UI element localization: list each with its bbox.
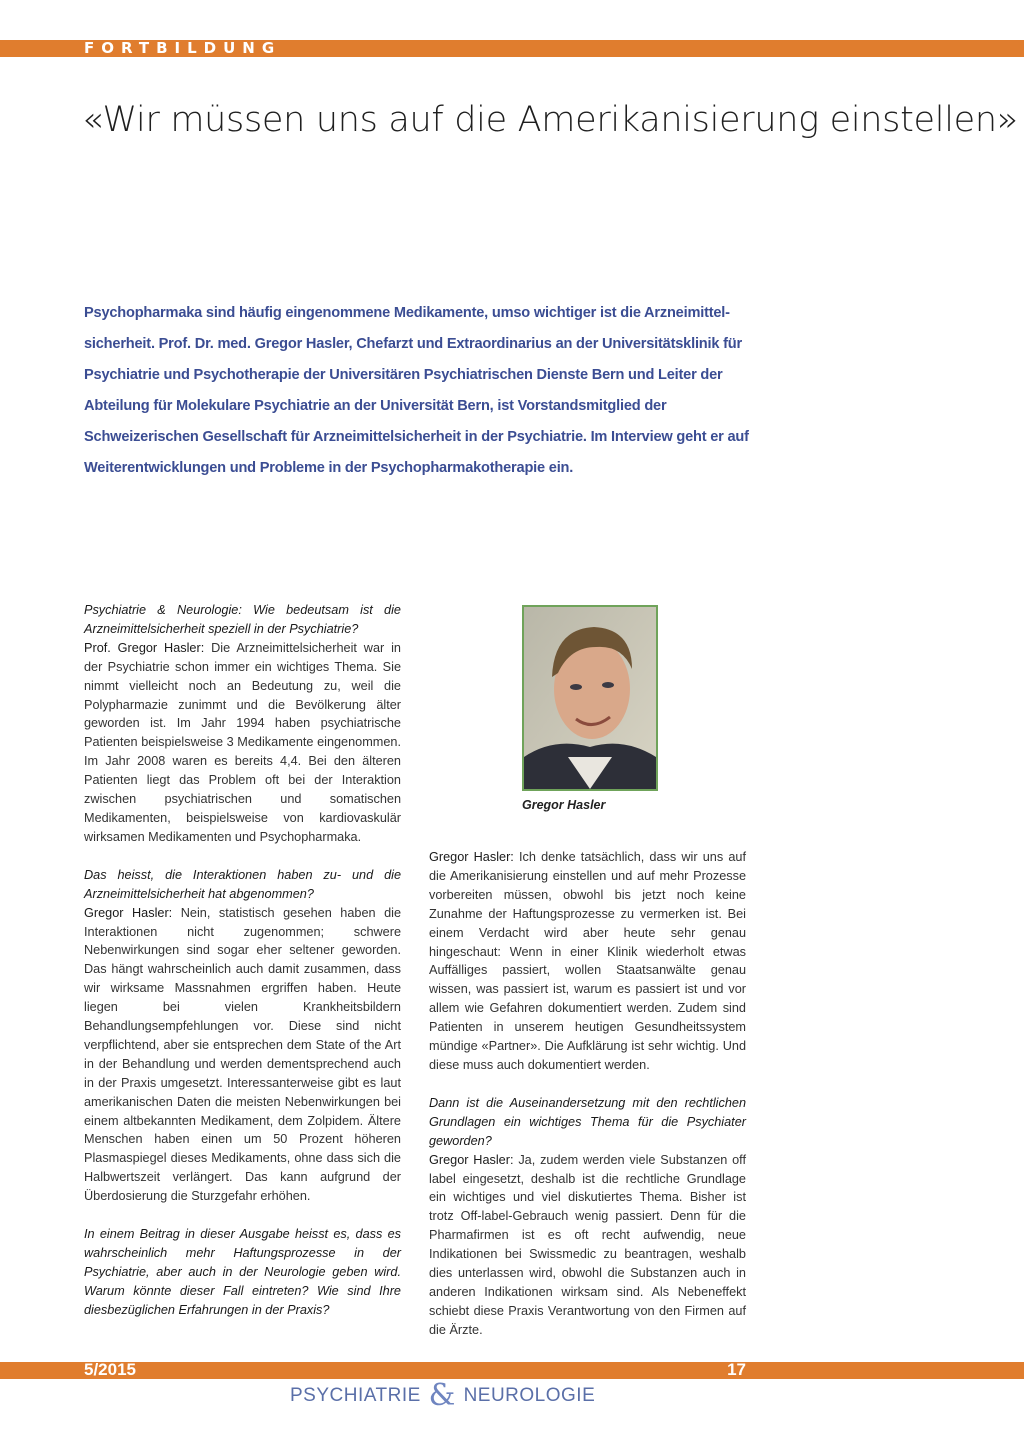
journal-logo	[290, 1380, 595, 1412]
speaker-label: Gregor Hasler:	[429, 1152, 514, 1167]
question-2: Das heisst, die Interaktionen haben zu- und die Arzneimittelsicherheit hat abgenommen?	[84, 867, 401, 901]
bottom-accent-bar	[0, 1362, 1024, 1379]
speaker-label: Gregor Hasler:	[84, 905, 173, 920]
speaker-label: Gregor Hasler:	[429, 850, 514, 864]
section-label: FORTBILDUNG	[84, 39, 282, 57]
portrait-photo	[522, 605, 658, 791]
portrait-image	[524, 607, 656, 789]
question-3: In einem Beitrag in dieser Ausgabe heisst es, dass es wahrscheinlich mehr Haftungsprozesse in der Psychiatrie, aber auch in der Neurologie geben wird. Warum könnte dieser Fall eintreten? Wie sind Ihre diesbezüglichen Erfahrungen in der Praxis?	[84, 1227, 401, 1317]
page-number: 17	[727, 1360, 746, 1379]
interview-block-3	[84, 1225, 401, 1320]
logo-word-neurologie: NEUROLOGIE	[463, 1385, 596, 1406]
answer-1: Die Arzneimittelsicherheit war in der Psychiatrie schon immer ein wichtiges Thema. Sie nimmt vielleicht noch an Bedeutung zu, weil die Polypharmazie zunimmt und die Bevölkerung älter geworden ist. Im Jahr 1994 haben psychiatrische Patienten beispielsweise 3 Medikamente eingenommen. Im Jahr 2008 waren es bereits 4,4. Bei den älteren Patienten liegt das Problem oft bei der Interaktion zwischen psychiatrischen und somatischen Medikamenten, beispielsweise von kardiovaskulär wirksamen Medikamenten und Psychopharmaka.	[84, 640, 401, 844]
photo-caption: Gregor Hasler	[522, 798, 606, 812]
answer-4: Ja, zudem werden viele Substanzen off label eingesetzt, deshalb ist die rechtliche Grundlage ein wichtiges und viel diskutiertes Thema. Bisher ist trotz Off-label-Gebrauch wenig passiert. Denn für die Pharmafirmen ist es oft recht aufwendig, neue Indikationen bei Swissmedic zu beantragen, weshalb dies unterlassen wird, obwohl die Substanzen auch in anderen Indikationen wirksam sind. Als Nebeneffekt schiebt diese Praxis Verantwortung von den Firmen auf die Ärzte.	[429, 1152, 747, 1337]
question-4: Dann ist die Auseinandersetzung mit den rechtlichen Grundlagen ein wichtiges Thema für die Psychiater geworden?	[429, 1095, 746, 1148]
speaker-label: Prof. Gregor Hasler:	[84, 640, 205, 655]
right-column	[429, 848, 746, 1359]
left-column	[84, 601, 401, 1339]
logo-word-psychiatrie: PSYCHIATRIE	[290, 1385, 421, 1406]
interview-block-1	[84, 601, 401, 847]
answer-3: Ich denke tatsächlich, dass wir uns auf die Amerikanisierung einstellen und auf mehr Prozesse vorbereiten müssen, obwohl bis jetzt noch keine Zunahme der Haftungsprozesse zu vermerken ist. Bei einem Verdacht wird aber heute sehr genau hingeschaut: Wenn in einer Klinik wiederholt etwas Auffälliges passiert, wollen Staatsanwälte genau wissen, was passiert ist, warum es passiert ist und vor allem wie Gefahren dokumentiert werden. Zudem sind Patienten in unserem heutigen Gesundheitssystem mündige «Partner». Die Aufklärung ist sehr wichtig. Und diese muss auch dokumentiert werden.	[429, 850, 746, 1072]
interview-block-5	[429, 1094, 746, 1340]
interview-block-2	[84, 866, 401, 1206]
article-lead: Psychopharmaka sind häufig eingenommene Medikamente, umso wichtiger ist die Arzneimittel-sicherheit. Prof. Dr. med. Gregor Hasler, Chefarzt und Extraordinarius an der Universitätsklinik für Psychiatrie und Psychotherapie der Universitären Psychiatrischen Dienste Bern und Leiter der Abteilung für Molekulare Psychiatrie an der Universität Bern, ist Vorstandsmitglied der Schweizerischen Gesellschaft für Arzneimittelsicherheit in der Psychiatrie. Im Interview geht er auf Weiterentwicklungen und Probleme in der Psychopharmakotherapie ein.	[84, 305, 749, 476]
answer-2: Nein, statistisch gesehen haben die Interaktionen nicht zugenommen; schwere Nebenwirkungen sind sogar eher seltener geworden. Das hängt wahrscheinlich auch damit zusammen, dass wir wirksame Massnahmen ergriffen haben. Heute liegen bei vielen Krankheitsbildern Behandlungsempfehlungen vor. Diese sind nicht verpflichtend, aber sie entsprechen dem State of the Art in der Behandlung und werden dementsprechend auch in der Praxis umgesetzt. Interessanterweise gibt es laut amerikanischen Daten die meisten Nebenwirkungen bei einem altbekannten Medikament, dem Zolpidem. Ältere Menschen haben einen um 50 Prozent höheren Plasmaspiegel dieses Medikaments, ohne dass sich die Halbwertszeit verlängert. Das kann aufgrund der Überdosierung die Sturzgefahr erhöhen.	[84, 905, 402, 1204]
interview-block-4	[429, 848, 746, 1075]
question-1: Psychiatrie & Neurologie: Wie bedeutsam ist die Arzneimittelsicherheit speziell in der Psychiatrie?	[84, 603, 401, 636]
issue-number: 5/2015	[84, 1360, 136, 1379]
article-title: «Wir müssen uns auf die Amerikanisierung einstellen»	[82, 100, 1018, 140]
logo-ampersand: &	[428, 1378, 456, 1413]
